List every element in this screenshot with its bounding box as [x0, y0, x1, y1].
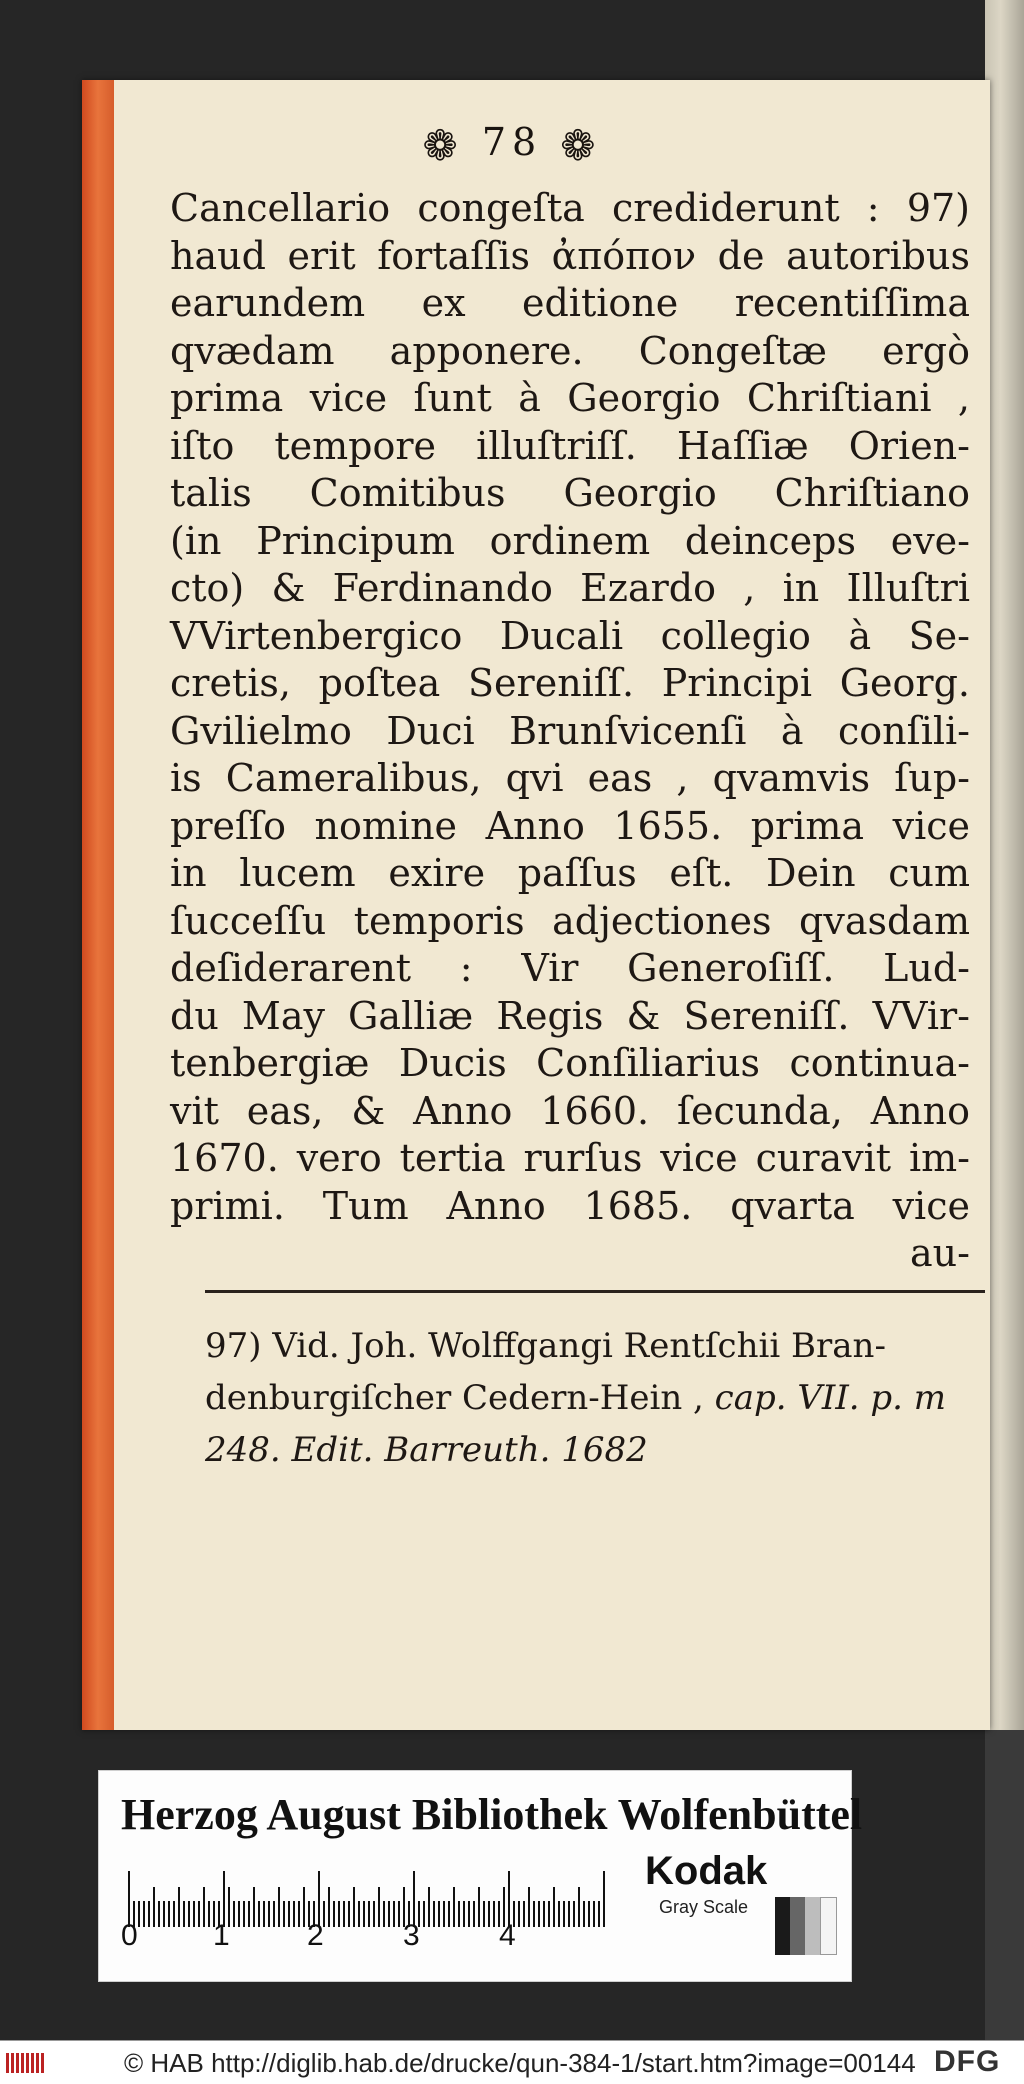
gray-scale-label: Gray Scale: [659, 1897, 749, 1917]
text-line: haud erit fortaſſis ἀπόπον de autoribus: [170, 233, 970, 278]
body-text: [170, 185, 970, 1278]
page-number: 78: [481, 120, 543, 164]
text-line: preſſo nomine Anno 1655. prima vice: [170, 803, 970, 848]
ruler-number: 0: [121, 1919, 138, 1952]
library-name: Herzog August Bibliothek Wolfenbüttel: [121, 1790, 863, 1839]
text-line: tenbergiæ Ducis Conſiliarius continua-: [170, 1041, 970, 1085]
ornament-right-icon: ❁: [560, 121, 602, 170]
text-line: talis Comitibus Georgio Chriſtiano: [170, 471, 970, 515]
footnote-rule: [205, 1290, 985, 1293]
page-edge: [82, 80, 114, 1730]
text-line: 1670. vero tertia rurſus vice curavit im-: [170, 1136, 970, 1180]
text-line: VVirtenbergico Ducali collegio à Se-: [170, 613, 970, 658]
catchword: au-: [910, 1231, 970, 1275]
page-header: [0, 120, 1024, 170]
text-line: prima vice ſunt à Georgio Chriſtiani ,: [170, 376, 970, 420]
text-line: cto) & Ferdinando Ezardo , in Illuſtri: [170, 566, 970, 610]
text-line: Gvilielmo Duci Brunſvicenſi à conſili-: [170, 708, 970, 753]
gray-patches: [775, 1897, 837, 1955]
hab-logo-icon: [6, 2051, 48, 2075]
text-line: ſucceſſu temporis adjectiones qvasdam: [170, 898, 970, 943]
text-line: is Cameralibus, qvi eas , qvamvis ſup-: [170, 756, 970, 800]
footnote-ref: cap. VII. p. m: [714, 1378, 947, 1418]
ruler-numbers: [121, 1919, 621, 1959]
ruler-scale: [127, 1867, 607, 1927]
text-line: primi. Tum Anno 1685. qvarta vice: [170, 1183, 970, 1228]
color-calibration-strip: [98, 1770, 863, 1982]
ornament-left-icon: ❁: [422, 121, 464, 170]
ruler-number: 4: [499, 1919, 516, 1952]
ruler-number: 2: [307, 1919, 324, 1952]
text-line: (in Principum ordinem deinceps eve-: [170, 518, 970, 563]
text-line: Cancellario congeſta crediderunt : 97): [170, 186, 970, 230]
dfg-logo: DFG: [934, 2045, 1001, 2078]
footnote-title: denburgiſcher Cedern-Hein ,: [205, 1378, 715, 1418]
footnote-line: 248. Edit. Barreuth. 1682: [205, 1430, 648, 1470]
footnote-line: [205, 1372, 985, 1424]
footer-bar: [0, 2040, 1024, 2084]
text-line: cretis, poſtea Sereniſſ. Principi Georg.: [170, 661, 970, 705]
text-line: iſto tempore illuſtriſſ. Haſſiæ Orien-: [170, 423, 970, 468]
footer-link[interactable]: © HAB http://diglib.hab.de/drucke/qun-384-1/start.htm?image=00144: [124, 2048, 916, 2078]
kodak-logo: Kodak: [645, 1849, 768, 1893]
text-line: deſiderarent : Vir Generoſiſſ. Lud-: [170, 946, 970, 990]
text-line: du May Galliæ Regis & Sereniſſ. VVir-: [170, 993, 970, 1038]
text-line: vit eas, & Anno 1660. ſecunda, Anno: [170, 1088, 970, 1133]
adjacent-page: [985, 0, 1024, 2040]
text-line: in lucem exire paſſus eſt. Dein cum: [170, 851, 970, 895]
text-line: earundem ex editione recentiſſima: [170, 281, 970, 325]
ruler-number: 1: [213, 1919, 230, 1952]
footnote-line: 97) Vid. Joh. Wolffgangi Rentſchii Bran-: [205, 1326, 886, 1366]
text-line: qvædam apponere. Congeſtæ ergò: [170, 328, 970, 373]
ruler-number: 3: [403, 1919, 420, 1952]
footnote: [205, 1320, 985, 1476]
